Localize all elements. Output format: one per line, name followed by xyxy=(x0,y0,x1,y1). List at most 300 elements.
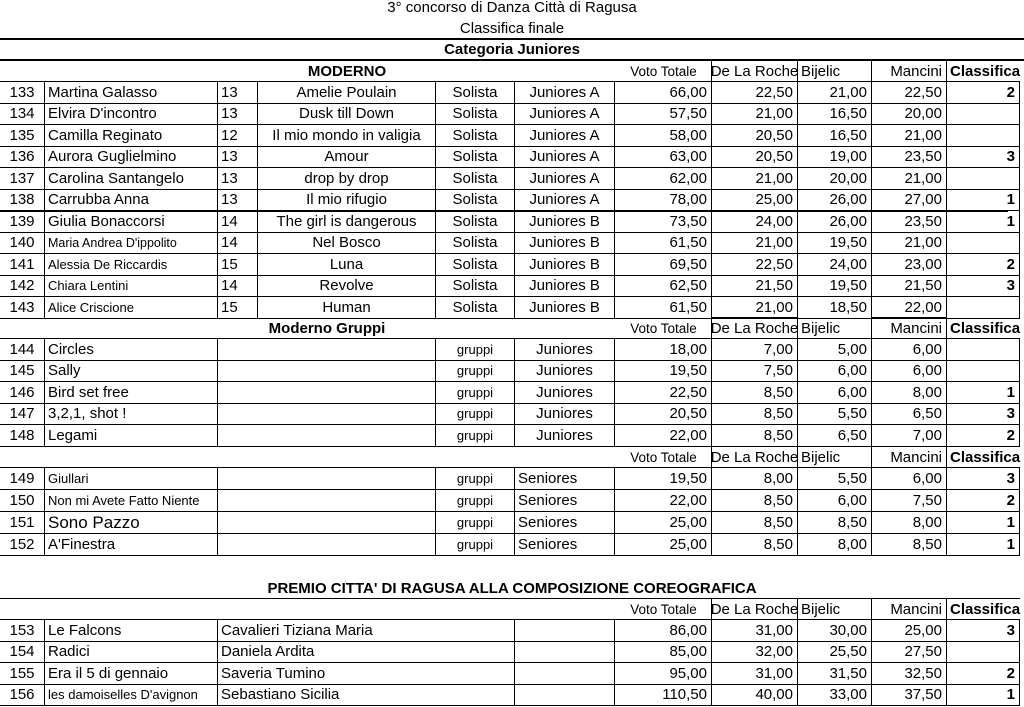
classifica-cell: 3 xyxy=(946,275,1020,298)
bijelic-cell: 30,00 xyxy=(797,619,872,642)
mancini-cell: 6,50 xyxy=(871,403,947,426)
header-bijelic: Bijelic xyxy=(801,601,841,618)
bijelic-cell: 6,50 xyxy=(797,424,872,447)
voto-totale-cell: 22,50 xyxy=(614,381,712,404)
row-number-cell: 138 xyxy=(0,189,45,212)
mancini-cell: 21,00 xyxy=(871,124,947,147)
category-cell: Seniores xyxy=(514,511,615,534)
section-title-row xyxy=(0,577,1024,599)
row-number-cell: 135 xyxy=(0,124,45,147)
table-row xyxy=(0,276,1024,298)
classifica-cell: 2 xyxy=(946,424,1020,447)
table-row xyxy=(0,534,1024,556)
age-cell: 13 xyxy=(217,189,258,212)
mancini-cell: 22,00 xyxy=(871,296,947,319)
classifica-cell xyxy=(946,103,1020,126)
de-la-roche-cell: 24,00 xyxy=(711,210,798,233)
table-row xyxy=(0,404,1024,426)
bijelic-cell: 8,50 xyxy=(797,511,872,534)
bijelic-cell: 6,00 xyxy=(797,489,872,512)
de-la-roche-cell: 21,00 xyxy=(711,296,798,319)
classifica-cell: 2 xyxy=(946,662,1020,685)
de-la-roche-cell: 20,50 xyxy=(711,124,798,147)
de-la-roche-cell: 8,50 xyxy=(711,403,798,426)
piece-cell: Nel Bosco xyxy=(257,232,436,255)
section-title-premio: PREMIO CITTA' DI RAGUSA ALLA COMPOSIZIONE COREOGRAFICA xyxy=(267,579,757,597)
classifica-cell: 2 xyxy=(946,253,1020,276)
category-cell: Juniores B xyxy=(514,253,615,276)
piece-cell: drop by drop xyxy=(257,167,436,190)
de-la-roche-cell: 7,50 xyxy=(711,360,798,383)
name-cell: les damoiselles D'avignon xyxy=(44,684,218,707)
doc-title: 3° concorso di Danza Città di Ragusa xyxy=(387,0,637,16)
table-row xyxy=(0,104,1024,126)
type-cell: gruppi xyxy=(435,424,515,447)
mancini-cell: 7,50 xyxy=(871,489,947,512)
bijelic-cell: 19,50 xyxy=(797,232,872,255)
mancini-cell: 23,50 xyxy=(871,210,947,233)
header-mancini: Mancini xyxy=(871,598,947,620)
classifica-cell: 1 xyxy=(946,189,1020,212)
column-header-row xyxy=(0,599,1024,620)
bijelic-cell: 31,50 xyxy=(797,662,872,685)
header-bijelic: Bijelic xyxy=(801,320,841,337)
piece-cell: Human xyxy=(257,296,436,319)
age-cell: 15 xyxy=(217,296,258,319)
type-cell: Solista xyxy=(435,124,515,147)
table-row xyxy=(0,663,1024,685)
voto-totale-cell: 58,00 xyxy=(614,124,712,147)
type-cell: Solista xyxy=(435,146,515,169)
row-number-cell: 137 xyxy=(0,167,45,190)
type-cell: Solista xyxy=(435,210,515,233)
table-row xyxy=(0,468,1024,490)
row-number-cell: 149 xyxy=(0,467,45,490)
voto-totale-cell: 66,00 xyxy=(614,81,712,104)
row-number-cell: 153 xyxy=(0,619,45,642)
category-cell: Juniores A xyxy=(514,103,615,126)
header-voto-totale: Voto Totale xyxy=(630,321,697,336)
classifica-cell: 2 xyxy=(946,489,1020,512)
name-cell: 3,2,1, shot ! xyxy=(44,403,218,426)
piece-cell: The girl is dangerous xyxy=(257,210,436,233)
name-cell: A'Finestra xyxy=(44,533,218,556)
mancini-cell: 8,00 xyxy=(871,511,947,534)
empty-cell xyxy=(217,338,436,361)
de-la-roche-cell: 25,00 xyxy=(711,189,798,212)
premio-top-rule xyxy=(0,598,1020,599)
author-cell: Saveria Tumino xyxy=(217,662,515,685)
table-row xyxy=(0,82,1024,104)
name-cell: Era il 5 di gennaio xyxy=(44,662,218,685)
table-row xyxy=(0,361,1024,383)
age-cell: 14 xyxy=(217,232,258,255)
voto-totale-cell: 78,00 xyxy=(614,189,712,212)
mancini-cell: 27,00 xyxy=(871,189,947,212)
voto-totale-cell: 85,00 xyxy=(614,641,712,664)
type-cell: gruppi xyxy=(435,533,515,556)
row-number-cell: 139 xyxy=(0,210,45,233)
bijelic-cell: 16,50 xyxy=(797,103,872,126)
classifica-cell xyxy=(946,338,1020,361)
type-cell: Solista xyxy=(435,232,515,255)
bijelic-cell: 19,50 xyxy=(797,275,872,298)
category-cell: Seniores xyxy=(514,533,615,556)
mancini-cell: 25,00 xyxy=(871,619,947,642)
piece-cell: Luna xyxy=(257,253,436,276)
age-cell: 13 xyxy=(217,167,258,190)
piece-cell: Dusk till Down xyxy=(257,103,436,126)
age-cell: 15 xyxy=(217,253,258,276)
classifica-cell: 1 xyxy=(946,381,1020,404)
classifica-cell xyxy=(946,167,1020,190)
name-cell: Sally xyxy=(44,360,218,383)
voto-totale-cell: 62,00 xyxy=(614,167,712,190)
classifica-cell: 1 xyxy=(946,684,1020,707)
category-cell: Juniores A xyxy=(514,189,615,212)
piece-cell: Il mio mondo in valigia xyxy=(257,124,436,147)
classifica-cell xyxy=(946,232,1020,255)
voto-totale-cell: 25,00 xyxy=(614,511,712,534)
empty-cell xyxy=(217,403,436,426)
header-classifica: Classifica xyxy=(950,601,1021,618)
category-cell: Seniores xyxy=(514,489,615,512)
classifica-cell xyxy=(946,296,1020,319)
author-cell: Sebastiano Sicilia xyxy=(217,684,515,707)
table-row xyxy=(0,254,1024,276)
de-la-roche-cell: 21,00 xyxy=(711,232,798,255)
category-cell: Seniores xyxy=(514,467,615,490)
mancini-cell: 8,00 xyxy=(871,381,947,404)
mancini-cell: 37,50 xyxy=(871,684,947,707)
category-cell: Juniores A xyxy=(514,81,615,104)
type-cell: Solista xyxy=(435,167,515,190)
type-cell: gruppi xyxy=(435,381,515,404)
name-cell: Alice Criscione xyxy=(44,296,218,319)
table-row xyxy=(0,490,1024,512)
de-la-roche-cell: 8,50 xyxy=(711,533,798,556)
table-row xyxy=(0,642,1024,664)
mancini-cell: 21,00 xyxy=(871,167,947,190)
piece-cell: Il mio rifugio xyxy=(257,189,436,212)
bijelic-cell: 18,50 xyxy=(797,296,872,319)
bijelic-cell: 21,00 xyxy=(797,81,872,104)
doc-subtitle: Classifica finale xyxy=(459,20,565,37)
category-heading: Categoria Juniores xyxy=(444,41,580,58)
name-cell: Carolina Santangelo xyxy=(44,167,218,190)
voto-totale-cell: 73,50 xyxy=(614,210,712,233)
empty-cell xyxy=(514,662,615,685)
bijelic-cell: 5,50 xyxy=(797,467,872,490)
row-number-cell: 147 xyxy=(0,403,45,426)
name-cell: Alessia De Riccardis xyxy=(44,253,218,276)
row-number-cell: 156 xyxy=(0,684,45,707)
row-number-cell: 146 xyxy=(0,381,45,404)
header-classifica: Classifica xyxy=(950,63,1021,80)
empty-cell xyxy=(217,533,436,556)
type-cell: gruppi xyxy=(435,511,515,534)
type-cell: gruppi xyxy=(435,403,515,426)
table-row xyxy=(0,620,1024,642)
voto-totale-cell: 110,50 xyxy=(614,684,712,707)
name-cell: Elvira D'incontro xyxy=(44,103,218,126)
mancini-cell: 32,50 xyxy=(871,662,947,685)
name-cell: Le Falcons xyxy=(44,619,218,642)
voto-totale-cell: 95,00 xyxy=(614,662,712,685)
classifica-cell: 3 xyxy=(946,619,1020,642)
row-number-cell: 136 xyxy=(0,146,45,169)
row-number-cell: 143 xyxy=(0,296,45,319)
category-cell: Juniores xyxy=(514,381,615,404)
voto-totale-cell: 62,50 xyxy=(614,275,712,298)
table-row xyxy=(0,190,1024,212)
category-cell: Juniores xyxy=(514,360,615,383)
header-voto-totale: Voto Totale xyxy=(630,602,697,617)
name-cell: Chiara Lentini xyxy=(44,275,218,298)
de-la-roche-cell: 21,50 xyxy=(711,275,798,298)
row-number-cell: 140 xyxy=(0,232,45,255)
age-cell: 12 xyxy=(217,124,258,147)
name-cell: Giulia Bonaccorsi xyxy=(44,210,218,233)
empty-cell xyxy=(217,381,436,404)
bijelic-cell: 26,00 xyxy=(797,210,872,233)
piece-cell: Amelie Poulain xyxy=(257,81,436,104)
table-row xyxy=(0,147,1024,169)
de-la-roche-cell: 21,00 xyxy=(711,167,798,190)
name-cell: Non mi Avete Fatto Niente xyxy=(44,489,218,512)
mancini-cell: 7,00 xyxy=(871,424,947,447)
type-cell: Solista xyxy=(435,296,515,319)
table-row xyxy=(0,125,1024,147)
author-cell: Cavalieri Tiziana Maria xyxy=(217,619,515,642)
bijelic-cell: 6,00 xyxy=(797,381,872,404)
row-number-cell: 155 xyxy=(0,662,45,685)
voto-totale-cell: 57,50 xyxy=(614,103,712,126)
mancini-cell: 6,00 xyxy=(871,338,947,361)
de-la-roche-cell: 31,00 xyxy=(711,662,798,685)
table-row xyxy=(0,233,1024,255)
header-bijelic: Bijelic xyxy=(801,449,841,466)
voto-totale-cell: 63,00 xyxy=(614,146,712,169)
category-cell: Juniores A xyxy=(514,167,615,190)
bijelic-cell: 19,00 xyxy=(797,146,872,169)
name-cell: Aurora Guglielmino xyxy=(44,146,218,169)
name-cell: Sono Pazzo xyxy=(44,511,218,534)
category-cell: Juniores A xyxy=(514,146,615,169)
mancini-cell: 21,50 xyxy=(871,275,947,298)
empty-cell xyxy=(514,641,615,664)
de-la-roche-cell: 22,50 xyxy=(711,81,798,104)
de-la-roche-cell: 8,50 xyxy=(711,511,798,534)
category-cell: Juniores xyxy=(514,338,615,361)
header-de-la-roche: De La Roche xyxy=(711,317,798,339)
age-cell: 13 xyxy=(217,103,258,126)
header-de-la-roche: De La Roche xyxy=(711,598,798,620)
column-header-row xyxy=(0,447,1024,468)
row-number-cell: 133 xyxy=(0,81,45,104)
row-number-cell: 144 xyxy=(0,338,45,361)
de-la-roche-cell: 8,50 xyxy=(711,381,798,404)
column-header-row xyxy=(0,61,1024,82)
de-la-roche-cell: 22,50 xyxy=(711,253,798,276)
name-cell: Maria Andrea D'ippolito xyxy=(44,232,218,255)
row-number-cell: 154 xyxy=(0,641,45,664)
de-la-roche-cell: 8,50 xyxy=(711,424,798,447)
header-de-la-roche: De La Roche xyxy=(711,446,798,468)
type-cell: Solista xyxy=(435,81,515,104)
empty-cell xyxy=(514,619,615,642)
empty-cell xyxy=(217,489,436,512)
table-row xyxy=(0,211,1024,233)
category-cell: Juniores B xyxy=(514,296,615,319)
header-mancini: Mancini xyxy=(871,446,947,468)
header-classifica: Classifica xyxy=(950,449,1021,466)
header-de-la-roche: De La Roche xyxy=(711,60,798,82)
table-row xyxy=(0,382,1024,404)
voto-totale-cell: 86,00 xyxy=(614,619,712,642)
mancini-cell: 21,00 xyxy=(871,232,947,255)
table-row xyxy=(0,339,1024,361)
classifica-cell: 2 xyxy=(946,81,1020,104)
name-cell: Radici xyxy=(44,641,218,664)
row-number-cell: 152 xyxy=(0,533,45,556)
age-cell: 14 xyxy=(217,275,258,298)
de-la-roche-cell: 8,00 xyxy=(711,467,798,490)
age-cell: 14 xyxy=(217,210,258,233)
header-bijelic: Bijelic xyxy=(801,63,841,80)
row-number-cell: 134 xyxy=(0,103,45,126)
voto-totale-cell: 18,00 xyxy=(614,338,712,361)
classifica-cell xyxy=(946,641,1020,664)
name-cell: Circles xyxy=(44,338,218,361)
type-cell: gruppi xyxy=(435,489,515,512)
table-row xyxy=(0,297,1024,319)
de-la-roche-cell: 31,00 xyxy=(711,619,798,642)
piece-cell: Revolve xyxy=(257,275,436,298)
de-la-roche-cell: 20,50 xyxy=(711,146,798,169)
bijelic-cell: 6,00 xyxy=(797,360,872,383)
name-cell: Legami xyxy=(44,424,218,447)
type-cell: Solista xyxy=(435,253,515,276)
empty-cell xyxy=(217,424,436,447)
voto-totale-cell: 61,50 xyxy=(614,232,712,255)
de-la-roche-cell: 8,50 xyxy=(711,489,798,512)
empty-cell xyxy=(217,467,436,490)
de-la-roche-cell: 32,00 xyxy=(711,641,798,664)
mancini-cell: 22,50 xyxy=(871,81,947,104)
mancini-cell: 23,50 xyxy=(871,146,947,169)
de-la-roche-cell: 7,00 xyxy=(711,338,798,361)
table-row xyxy=(0,512,1024,534)
mancini-cell: 27,50 xyxy=(871,641,947,664)
de-la-roche-cell: 21,00 xyxy=(711,103,798,126)
voto-totale-cell: 25,00 xyxy=(614,533,712,556)
voto-totale-cell: 69,50 xyxy=(614,253,712,276)
name-cell: Camilla Reginato xyxy=(44,124,218,147)
section-title-moderno-gruppi: Moderno Gruppi xyxy=(268,320,386,337)
table-row xyxy=(0,685,1024,707)
header-voto-totale: Voto Totale xyxy=(630,450,697,465)
voto-totale-cell: 19,50 xyxy=(614,360,712,383)
voto-totale-cell: 19,50 xyxy=(614,467,712,490)
name-cell: Giullari xyxy=(44,467,218,490)
column-header-row xyxy=(0,318,1024,339)
type-cell: gruppi xyxy=(435,360,515,383)
type-cell: Solista xyxy=(435,275,515,298)
bijelic-cell: 33,00 xyxy=(797,684,872,707)
mancini-cell: 20,00 xyxy=(871,103,947,126)
classifica-cell xyxy=(946,360,1020,383)
category-cell: Juniores B xyxy=(514,275,615,298)
bijelic-cell: 16,50 xyxy=(797,124,872,147)
voto-totale-cell: 22,00 xyxy=(614,489,712,512)
bijelic-cell: 26,00 xyxy=(797,189,872,212)
de-la-roche-cell: 40,00 xyxy=(711,684,798,707)
voto-totale-cell: 22,00 xyxy=(614,424,712,447)
type-cell: Solista xyxy=(435,189,515,212)
category-cell: Juniores xyxy=(514,424,615,447)
section-title-moderno: MODERNO xyxy=(307,63,387,80)
classifica-cell: 3 xyxy=(946,146,1020,169)
voto-totale-cell: 20,50 xyxy=(614,403,712,426)
row-number-cell: 141 xyxy=(0,253,45,276)
author-cell: Daniela Ardita xyxy=(217,641,515,664)
name-cell: Carrubba Anna xyxy=(44,189,218,212)
mancini-cell: 6,00 xyxy=(871,467,947,490)
table-row xyxy=(0,168,1024,190)
classifica-cell: 1 xyxy=(946,210,1020,233)
name-cell: Bird set free xyxy=(44,381,218,404)
type-cell: gruppi xyxy=(435,467,515,490)
classifica-cell: 1 xyxy=(946,511,1020,534)
row-number-cell: 142 xyxy=(0,275,45,298)
row-number-cell: 148 xyxy=(0,424,45,447)
bijelic-cell: 8,00 xyxy=(797,533,872,556)
piece-cell: Amour xyxy=(257,146,436,169)
bijelic-cell: 25,50 xyxy=(797,641,872,664)
category-cell: Juniores B xyxy=(514,210,615,233)
classifica-cell: 3 xyxy=(946,467,1020,490)
row-number-cell: 145 xyxy=(0,360,45,383)
table-row xyxy=(0,425,1024,447)
type-cell: gruppi xyxy=(435,338,515,361)
mancini-cell: 23,00 xyxy=(871,253,947,276)
voto-totale-cell: 61,50 xyxy=(614,296,712,319)
bijelic-cell: 24,00 xyxy=(797,253,872,276)
row-number-cell: 150 xyxy=(0,489,45,512)
name-cell: Martina Galasso xyxy=(44,81,218,104)
header-voto-totale: Voto Totale xyxy=(630,64,697,79)
age-cell: 13 xyxy=(217,146,258,169)
empty-cell xyxy=(514,684,615,707)
header-mancini: Mancini xyxy=(871,60,947,82)
header-mancini: Mancini xyxy=(871,317,947,339)
category-cell: Juniores B xyxy=(514,232,615,255)
bijelic-cell: 20,00 xyxy=(797,167,872,190)
classifica-cell: 1 xyxy=(946,533,1020,556)
mancini-cell: 8,50 xyxy=(871,533,947,556)
bijelic-cell: 5,50 xyxy=(797,403,872,426)
empty-cell xyxy=(217,511,436,534)
empty-cell xyxy=(217,360,436,383)
classifica-cell: 3 xyxy=(946,403,1020,426)
age-cell: 13 xyxy=(217,81,258,104)
header-classifica: Classifica xyxy=(950,320,1021,337)
type-cell: Solista xyxy=(435,103,515,126)
row-number-cell: 151 xyxy=(0,511,45,534)
category-cell: Juniores A xyxy=(514,124,615,147)
bijelic-cell: 5,00 xyxy=(797,338,872,361)
